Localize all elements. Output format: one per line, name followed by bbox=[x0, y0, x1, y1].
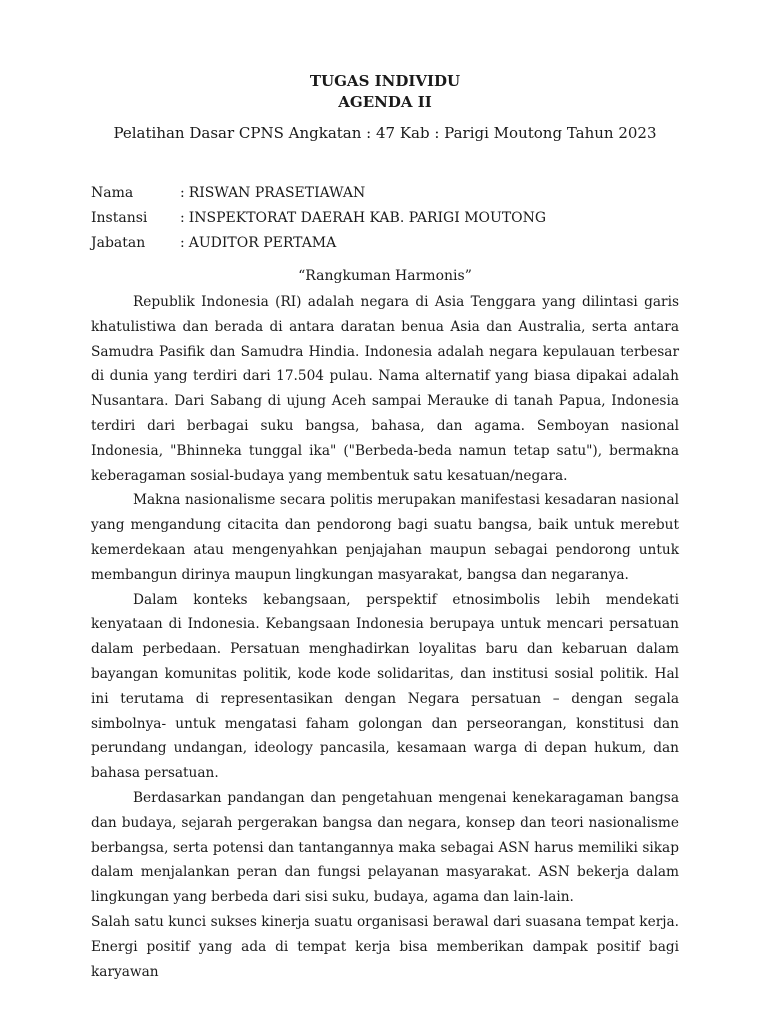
identity-value: INSPEKTORAT DAERAH KAB. PARIGI MOUTONG bbox=[188, 210, 547, 226]
identity-value: RISWAN PRASETIAWAN bbox=[188, 185, 366, 201]
identity-row-instansi bbox=[91, 206, 679, 231]
essay-paragraph: Berdasarkan pandangan dan pengetahuan mengenai kenekaragaman bangsa dan budaya, sejarah pergerakan bangsa dan negara, konsep dan teori nasionalisme berbangsa, serta potensi dan tantangannya maka sebagai ASN harus memiliki sikap dalam menjalankan peran dan fungsi pelayanan masyarakat. ASN bekerja dalam lingkungan yang berbeda dari sisi suku, budaya, agama dan lain-lain. bbox=[91, 789, 679, 906]
essay-body bbox=[91, 290, 679, 984]
essay-paragraph: Republik Indonesia (RI) adalah negara di Asia Tenggara yang dilintasi garis khatulistiwa dan berada di antara daratan benua Asia dan Australia, serta antara Samudra Pasifik dan Samudra Hindia. Indonesia adalah negara kepulauan terbesar di dunia yang terdiri dari 17.504 pulau. Nama alternatif yang biasa dipakai adalah Nusantara. Dari Sabang di ujung Aceh sampai Merauke di tanah Papua, Indonesia terdiri dari berbagai suku bangsa, bahasa, dan agama. Semboyan nasional Indonesia, "Bhinneka tunggal ika" ("Berbeda-beda namun tetap satu"), bermakna keberagaman sosial-budaya yang membentuk satu kesatuan/negara. bbox=[91, 294, 679, 484]
identity-row-jabatan bbox=[91, 231, 679, 256]
identity-row-nama bbox=[91, 181, 679, 206]
identity-label: Jabatan bbox=[91, 235, 146, 251]
essay-paragraph: Dalam konteks kebangsaan, perspektif etnosimbolis lebih mendekati kenyataan di Indonesia. Kebangsaan Indonesia berupaya untuk mencari persatuan dalam perbedaan. Persatuan menghadirkan loyalitas baru dan kebaruan dalam bayangan komunitas politik, kode kode solidaritas, dan institusi sosial politik. Hal ini terutama di representasikan dengan Negara persatuan – dengan segala simbolnya- untuk mengatasi faham golongan dan perseorangan, konstitusi dan perundang undangan, ideology pancasila, kesamaan warga di depan hukum, dan bahasa persatuan. bbox=[91, 591, 679, 782]
identity-colon: : bbox=[180, 210, 185, 226]
identity-block bbox=[91, 181, 679, 256]
document-title-line2: AGENDA II bbox=[338, 93, 432, 111]
document-page bbox=[91, 71, 679, 984]
essay-paragraph: Makna nasionalisme secara politis merupakan manifestasi kesadaran nasional yang mengandung citacita dan pendorong bagi suatu bangsa, baik untuk merebut kemerdekaan atau mengenyahkan penjajahan maupun sebagai pendorong untuk membangun dirinya maupun lingkungan masyarakat, bangsa dan negaranya. bbox=[91, 492, 679, 583]
document-subtitle: Pelatihan Dasar CPNS Angkatan : 47 Kab : Parigi Moutong Tahun 2023 bbox=[113, 124, 657, 142]
essay-title: “Rangkuman Harmonis” bbox=[298, 268, 472, 284]
identity-value: AUDITOR PERTAMA bbox=[188, 235, 337, 251]
identity-label: Instansi bbox=[91, 210, 148, 226]
identity-colon: : bbox=[180, 235, 185, 251]
identity-colon: : bbox=[180, 185, 185, 201]
essay-paragraph: Salah satu kunci sukses kinerja suatu organisasi berawal dari suasana tempat kerja. Energi positif yang ada di tempat kerja bisa memberikan dampak positif bagi karyawan bbox=[91, 913, 679, 980]
document-title-line1: TUGAS INDIVIDU bbox=[309, 72, 461, 90]
identity-label: Nama bbox=[91, 185, 134, 201]
